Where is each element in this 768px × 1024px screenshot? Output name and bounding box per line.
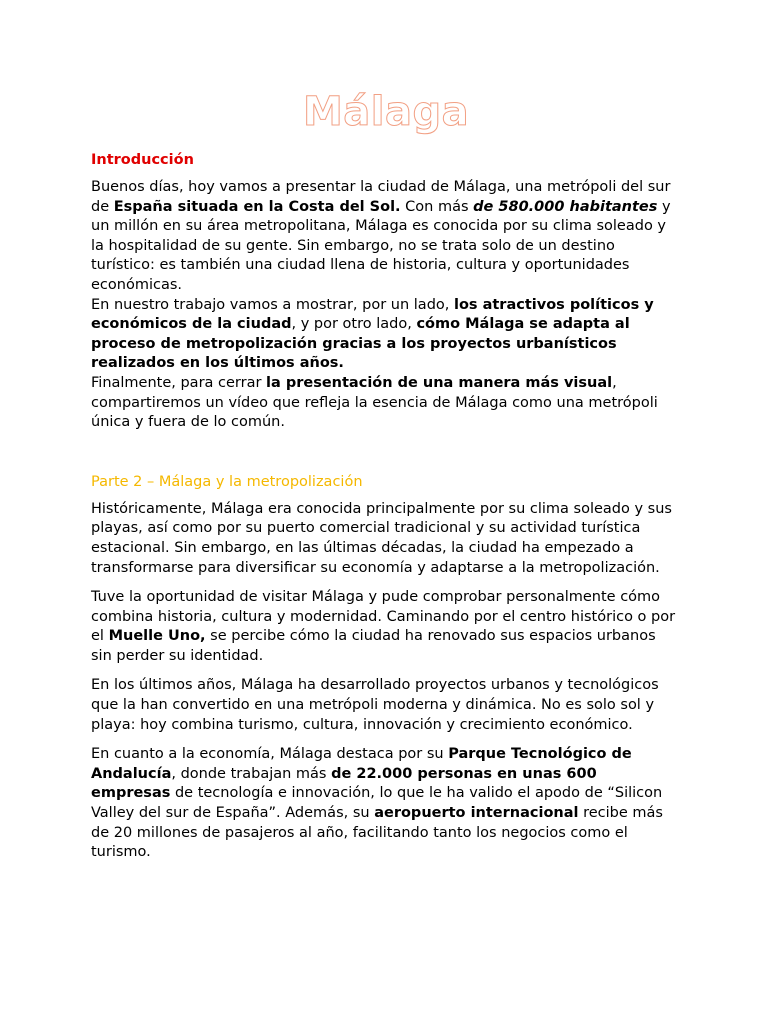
text-run: se percibe cómo la ciudad ha renovado sus espacios urbanos sin perder su identidad. [91,628,656,664]
text-run: de tecnología e innovación, lo que le ha valido el apodo de “Silicon Valley del sur de España”. Además, su [91,785,663,822]
text-run: , compartiremos un vídeo que refleja la esencia de Málaga como una metrópoli única y fuera de lo común. [91,374,658,431]
part2-paragraph-1: Históricamente, Málaga era conocida principalmente por su clima soleado y sus playas, así como por su puerto comercial tradicional y su actividad turística estacional. Sin embargo, en las últimas décadas, la ciudad ha empezado a transformarse para diversificar su economía y adaptarse a la metropolización. [91,500,672,576]
text-run: Con más [400,198,474,215]
bold-run: los atractivos políticos y económicos de la ciudad [91,296,654,333]
text-run: recibe más de 20 millones de pasajeros al año, facilitando tanto los negocios como el turismo. [91,805,663,861]
bold-run: Parque Tecnológico de Andalucía [91,746,632,782]
part2-paragraph-4 [91,745,681,863]
text-run: , donde trabajan más [171,765,332,782]
text-run: Buenos días, hoy vamos a presentar la ciudad de Málaga, una metrópoli del sur de [91,179,671,215]
text-run: En cuanto a la economía, Málaga destaca por su [91,746,449,763]
section-spacer [91,443,681,472]
text-run: , y por otro lado, [291,316,417,333]
document-title: Málaga [302,89,470,135]
bold-italic-run: de 580.000 habitantes [473,198,658,215]
document-page [91,84,681,873]
part2-paragraph-2 [91,588,681,666]
bold-run: Muelle Uno, [108,628,206,645]
text-run: En nuestro trabajo vamos a mostrar, por un lado, [91,296,454,313]
text-run: y un millón en su área metropolitana, Málaga es conocida por su clima soleado y la hospitalidad de su gente. Sin embargo, no se trata solo de un destino turístico: es también una ciudad llena de historia, cultura y oportunidades económicas. [91,198,671,293]
text-run: Finalmente, para cerrar [91,374,267,391]
bold-run: la presentación de una manera más visual [266,374,613,391]
part2-heading: Parte 2 – Málaga y la metropolización [91,473,363,490]
bold-run: España situada en la Costa del Sol. [113,198,401,215]
text-run: Tuve la oportunidad de visitar Málaga y pude comprobar personalmente cómo combina historia, cultura y modernidad. Caminando por el centro histórico o por el [91,589,676,645]
bold-run: de 22.000 personas en unas 600 empresas [91,765,597,802]
intro-paragraph-1 [91,178,681,433]
part2-paragraph-3: En los últimos años, Málaga ha desarrollado proyectos urbanos y tecnológicos que la han convertido en una metrópoli moderna y dinámica. No es solo sol y playa: hoy combina turismo, cultura, innovación y crecimiento económico. [91,677,659,733]
bold-run: cómo Málaga se adapta al proceso de metropolización gracias a los proyectos urbanísticos realizados en los últimos años. [91,316,630,372]
intro-heading: Introducción [91,152,194,168]
bold-run: aeropuerto internacional [374,805,579,822]
